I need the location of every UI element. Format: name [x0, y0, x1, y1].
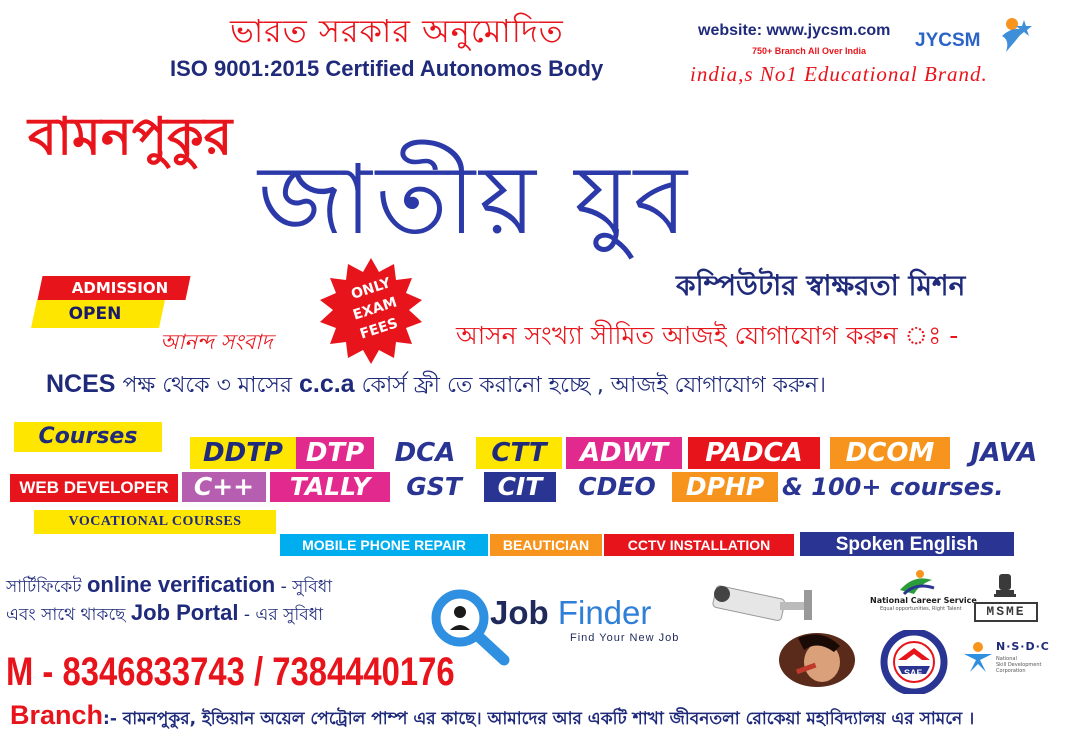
branch-count: 750+ Branch All Over India: [752, 46, 866, 56]
iso-certification: ISO 9001:2015 Certified Autonomos Body: [170, 56, 604, 81]
ncs-subtitle: Equal opportunities, Right Talent: [880, 606, 962, 612]
cctv-camera-icon: [708, 580, 814, 626]
course-dphp: DPHP: [672, 472, 778, 502]
course-adwt: ADWT: [566, 437, 682, 469]
govt-approved-heading: ভারত সরকার অনুমোদিত: [230, 12, 564, 50]
courses-label: Courses: [14, 422, 162, 452]
nces-text-2: কোর্স ফ্রী তে করানো হচ্ছে , আজই যোগাযোগ করুন।: [354, 373, 826, 398]
cca-course: c.c.a: [298, 370, 355, 398]
main-title: জাতীয় যুব: [258, 144, 692, 256]
course-cit: CIT: [484, 472, 556, 502]
saf-seal: [876, 630, 952, 694]
verification-bn-2: এবং সাথে থাকছে: [6, 605, 131, 625]
ncs-name: National Career Service: [870, 596, 977, 605]
nsdc-logo-icon: [962, 640, 994, 674]
job-finder-logo: [490, 594, 651, 632]
ncs-logo-icon: [894, 568, 938, 596]
emblem-icon: [990, 570, 1020, 600]
exam-fee-line3: FEES: [358, 315, 400, 343]
job-word: Job: [490, 594, 549, 631]
vocational-spoken-english: Spoken English: [800, 532, 1014, 556]
anandabazar-logo: আনন্দ সংবাদ: [160, 330, 273, 354]
course-cdeo: CDEO: [578, 472, 656, 501]
verification-tail-1: - সুবিধা: [275, 577, 333, 597]
course-web-developer: WEB DEVELOPER: [10, 474, 178, 502]
brand-tagline: india,s No1 Educational Brand.: [690, 62, 988, 86]
nsdc-sub-2: Skill Development: [996, 662, 1042, 668]
online-verification: online verification: [86, 572, 276, 597]
course-dtp: DTP: [296, 437, 374, 469]
msme-logo: MSME: [974, 602, 1038, 622]
admission-label: ADMISSION: [71, 279, 169, 297]
course-ctt: CTT: [476, 437, 562, 469]
branch-address: [10, 700, 974, 734]
limited-seats-notice: আসন সংখ্যা সীমিত আজই যোগাযোগ করুন ঃ -: [456, 321, 959, 350]
website-link[interactable]: website: www.jycsm.com: [698, 22, 891, 39]
course-ddtp: DDTP: [190, 437, 296, 469]
beautician-photo: [778, 632, 856, 688]
verification-line-1: [6, 572, 332, 602]
nsdc-sub-1: National: [996, 656, 1017, 662]
vocational-label: VOCATIONAL COURSES: [34, 510, 276, 534]
vocational-beautician: BEAUTICIAN: [490, 534, 602, 556]
course-cpp: C++: [182, 472, 266, 502]
nsdc-name: N·S·D·C: [996, 640, 1050, 653]
phone-numbers[interactable]: M - 8346833743 / 7384440176: [6, 650, 455, 694]
branch-label: Branch: [10, 700, 104, 730]
verification-tail-2: - এর সুবিধা: [238, 605, 324, 625]
verification-bn-1: সার্টিফিকেট: [6, 577, 87, 597]
course-padca: PADCA: [688, 437, 820, 469]
course-tally: TALLY: [270, 472, 390, 502]
exam-fee-line1: ONLY: [349, 275, 393, 303]
job-finder-tagline: Find Your New Job: [570, 632, 680, 644]
exam-fee-line2: EXAM: [351, 294, 399, 324]
branch-text: :- বামনপুকুর, ইন্ডিয়ান অয়েল পেট্রোল পাম্প এর কাছে। আমাদের আর একটি শাখা জীবনতলা রোকেয়া মহাবিদ্যালয় এর সামনে ।: [103, 709, 975, 729]
nsdc-sub-3: Corporation: [996, 668, 1026, 674]
course-java: JAVA: [970, 438, 1038, 468]
mission-subtitle: কম্পিউটার স্বাক্ষরতা মিশন: [676, 269, 966, 302]
more-courses: & 100+ courses.: [782, 473, 1004, 501]
course-dcom: DCOM: [830, 437, 950, 469]
location-title: বামনপুকুর: [28, 107, 233, 167]
jycsm-logo-text: JYCSM: [915, 30, 981, 51]
nces-acronym: NCES: [46, 370, 116, 398]
vocational-mobile-repair: MOBILE PHONE REPAIR: [280, 534, 488, 556]
saf-label: SAF: [904, 668, 922, 678]
course-gst: GST: [406, 472, 462, 501]
open-label: OPEN: [68, 304, 122, 324]
jycsm-logo-icon: [998, 16, 1034, 56]
vocational-cctv: CCTV INSTALLATION: [604, 534, 794, 556]
job-portal: Job Portal: [130, 600, 239, 625]
nces-text-1: পক্ষ থেকে ৩ মাসের: [115, 373, 299, 398]
nces-notice: [46, 368, 826, 405]
verification-line-2: [6, 600, 323, 630]
finder-word: Finder: [557, 594, 652, 631]
course-dca: DCA: [394, 438, 456, 468]
